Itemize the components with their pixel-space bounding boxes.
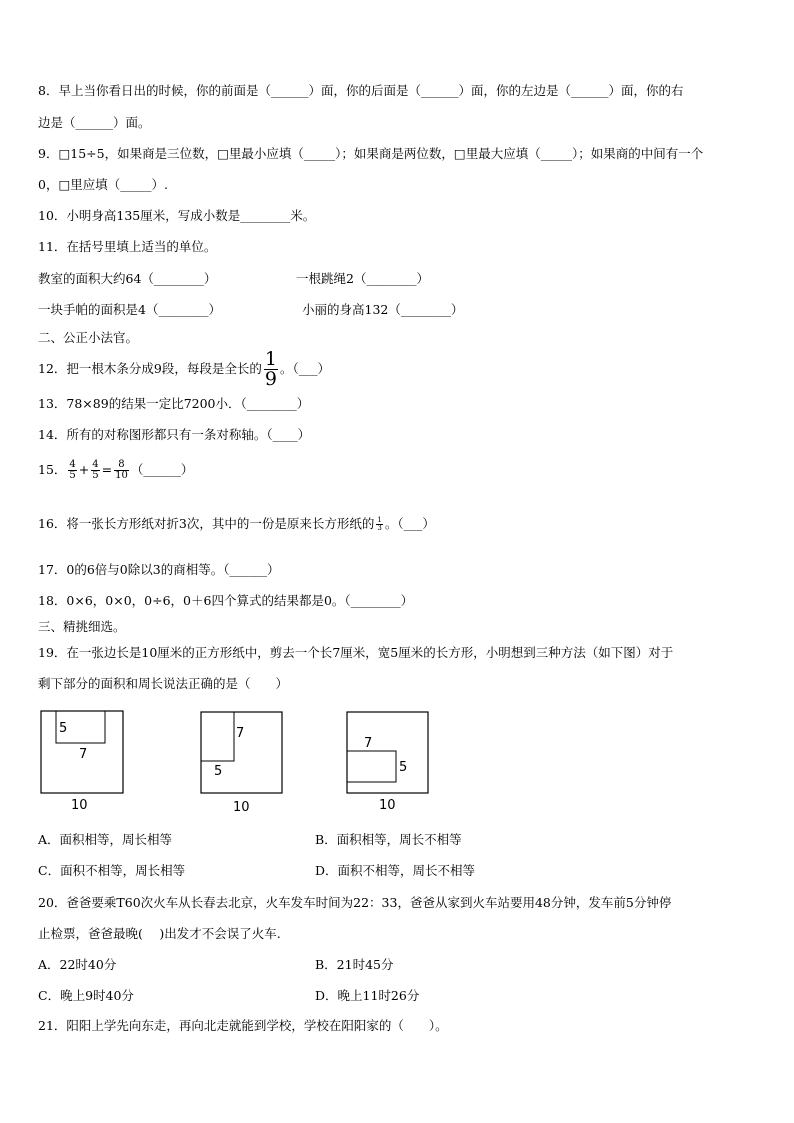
q20-option-c: C．晚上9时40分 [38, 988, 134, 1003]
q12-text: 12．把一根木条分成9段，每段是全长的 [38, 361, 262, 376]
q19-option-b: B．面积相等，周长不相等 [315, 832, 462, 847]
q9-line1: 9．□15÷5，如果商是三位数，□里最小应填（_____）；如果商是两位数，□里最大应填（_____）；如果商的中间有一个 [38, 146, 704, 161]
q20-option-a: A．22时40分 [38, 957, 117, 972]
q10: 10．小明身高135厘米，写成小数是________米。 [38, 208, 316, 223]
q19-figure-3 [347, 712, 428, 813]
q15-frac-b: $\frac{4}{5}$ [92, 459, 99, 481]
q20-line1: 20．爸爸要乘T60次火车从长春去北京，火车发车时间为22：33，爸爸从家到火车站要用48分钟，发车前5分钟停 [38, 895, 672, 910]
q12-fraction: $\frac{1}{9}$ [264, 348, 277, 390]
fig2-label-7: 7 [236, 726, 245, 741]
section-2-heading: 二、公正小法官。 [38, 330, 139, 345]
fig2-label-10: 10 [233, 800, 250, 815]
q19-figure-2 [201, 712, 282, 815]
q16-text: 16．将一张长方形纸对折3次，其中的一份是原来长方形纸的 [38, 516, 375, 531]
q12 [38, 348, 330, 390]
q16 [38, 510, 435, 538]
q19-figure-1 [41, 711, 123, 813]
q16-tail: 。（___） [384, 516, 435, 531]
section-3-heading: 三、精挑细选。 [38, 619, 126, 634]
q15-frac-c: $\frac{8}{10}$ [115, 459, 128, 481]
q18: 18．0×6，0×0，0÷6，0＋6四个算式的结果都是0。（________） [38, 593, 414, 608]
q12-tail: 。（___） [279, 361, 330, 376]
q8-line2: 边是（______）面。 [38, 115, 151, 130]
q20-option-b: B．21时45分 [315, 957, 394, 972]
q11-c: 一块手帕的面积是4（________） [38, 302, 221, 317]
q11-title: 11．在括号里填上适当的单位。 [38, 239, 217, 254]
fig3-label-7: 7 [364, 736, 373, 751]
fig1-label-7: 7 [79, 747, 88, 762]
q20-option-d: D．晚上11时26分 [315, 988, 420, 1003]
q13: 13．78×89的结果一定比7200小．（________） [38, 396, 310, 411]
q15: 15． $\frac{4}{5}$ + $\frac{4}{5}$ = $\frac{8}{10}$ （______） [38, 459, 194, 481]
q9-line2: 0，□里应填（_____）. [38, 177, 168, 192]
fig3-label-5: 5 [399, 760, 408, 775]
q8-line1: 8．早上当你看日出的时候，你的前面是（______）面，你的后面是（______）面，你的左边是（______）面，你的右 [38, 83, 684, 98]
q15-frac-a: $\frac{4}{5}$ [69, 459, 76, 481]
q19-option-d: D．面积不相等，周长不相等 [315, 863, 476, 878]
q11-d: 小丽的身高132（________） [302, 302, 464, 317]
q19-line1: 19．在一张边长是10厘米的正方形纸中，剪去一个长7厘米，宽5厘米的长方形，小明想到三种方法（如下图）对于 [38, 645, 674, 660]
q21: 21．阳阳上学先向东走，再向北走就能到学校，学校在阳阳家的（ ）。 [38, 1018, 448, 1033]
q17: 17．0的6倍与0除以3的商相等。（______） [38, 562, 280, 577]
q19-figures [30, 706, 460, 818]
fig2-label-5: 5 [214, 764, 223, 779]
q19-option-a: A．面积相等，周长相等 [38, 832, 173, 847]
q19-line2: 剩下部分的面积和周长说法正确的是（ ） [38, 676, 289, 691]
q14: 14．所有的对称图形都只有一条对称轴。（____） [38, 427, 311, 442]
q16-fraction: $\frac{1}{3}$ [377, 516, 382, 532]
q20-line2: 止检票，爸爸最晚( )出发才不会误了火车. [38, 926, 281, 941]
q19-option-c: C．面积不相等，周长相等 [38, 863, 186, 878]
q11-a: 教室的面积大约64（________） [38, 271, 217, 286]
fig3-label-10: 10 [379, 798, 396, 813]
q11-b: 一根跳绳2（________） [296, 271, 429, 286]
fig1-label-10: 10 [71, 798, 88, 813]
fig1-label-5: 5 [59, 721, 68, 736]
